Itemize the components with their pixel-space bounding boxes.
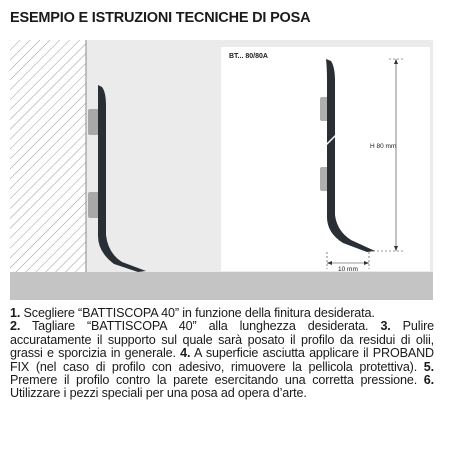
adhesive-pad-bottom <box>88 192 99 218</box>
step-text: Tagliare “BATTISCOPA 40” alla lunghezza desiderata. <box>20 319 381 334</box>
step-text: Premere il profilo contro la parete esercitando una corretta pressione. <box>10 373 424 388</box>
width-dimension-label: 10 mm <box>338 266 358 273</box>
wall-hatching <box>10 40 86 300</box>
profile-code-label: BT... 80/80A <box>229 53 268 60</box>
step-text: Pulire accuratamente il supporto sul quale sarà posato il profilo da residui di olii, grassi e sporcizia in generale. <box>10 319 434 361</box>
adhesive-pad-top <box>88 109 99 135</box>
installation-diagram <box>10 40 433 300</box>
floor-slab <box>86 272 433 300</box>
installation-instructions <box>10 307 434 401</box>
step-text: Utilizzare i pezzi speciali per una posa ad opera d’arte. <box>10 386 307 401</box>
step-number: 3. <box>380 319 391 334</box>
step-number: 5. <box>423 359 434 374</box>
step-text: A superficie asciutta applicare il PROBAND FIX (nel caso di profilo con adesivo, rimuovere la pellicola protettiva). <box>10 346 434 374</box>
step-number: 4. <box>180 346 191 361</box>
profile-detail-drawing <box>221 47 430 271</box>
step-number: 2. <box>10 319 21 334</box>
detail-profile-lower <box>327 137 375 252</box>
step-number: 1. <box>10 306 21 320</box>
page-title: ESEMPIO E ISTRUZIONI TECNICHE DI POSA <box>10 10 311 26</box>
height-dimension-label: H 80 mm <box>370 143 397 150</box>
step-text: Scegliere “BATTISCOPA 40” in funzione della finitura desiderata. <box>20 306 375 320</box>
profile-detail-inset <box>221 47 430 271</box>
step-number: 6. <box>423 373 434 388</box>
detail-profile-upper <box>326 59 335 143</box>
skirting-profile <box>98 85 146 272</box>
